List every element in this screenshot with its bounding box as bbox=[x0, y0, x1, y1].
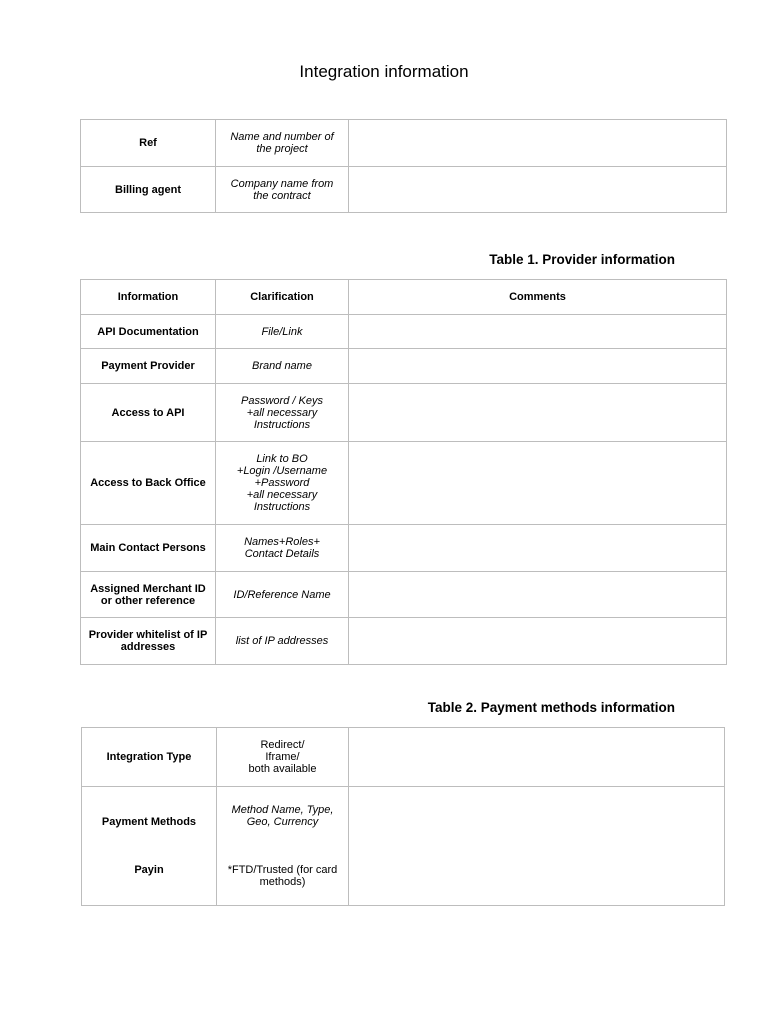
row-label: Access to Back Office bbox=[81, 442, 216, 525]
header-information: Information bbox=[81, 280, 216, 315]
integration-type-label: Integration Type bbox=[82, 728, 217, 787]
spacer bbox=[88, 840, 210, 852]
table-row bbox=[81, 572, 727, 618]
row-comment-cell[interactable] bbox=[349, 349, 727, 384]
billing-agent-label: Billing agent bbox=[81, 167, 216, 213]
payin-label: Payin bbox=[134, 864, 164, 876]
row-comment-cell[interactable] bbox=[349, 384, 727, 442]
row-clarification: Brand name bbox=[216, 349, 349, 384]
payment-methods-label-cell bbox=[82, 787, 217, 906]
row-clarification: File/Link bbox=[216, 315, 349, 349]
table1-caption: Table 1. Provider information bbox=[489, 252, 675, 267]
table-row bbox=[81, 349, 727, 384]
row-label: Access to API bbox=[81, 384, 216, 442]
billing-agent-comment-cell[interactable] bbox=[349, 167, 727, 213]
ref-comment-cell[interactable] bbox=[349, 120, 727, 167]
intro-table bbox=[80, 119, 727, 213]
payment-methods-note: *FTD/Trusted (for card methods) bbox=[227, 864, 338, 888]
ref-clarification: Name and number of the project bbox=[216, 120, 349, 167]
table-header-row bbox=[81, 280, 727, 315]
row-label: Assigned Merchant ID or other reference bbox=[81, 572, 216, 618]
row-clarification: Password / Keys +all necessary Instructions bbox=[216, 384, 349, 442]
integration-type-comment-cell[interactable] bbox=[349, 728, 725, 787]
ref-label: Ref bbox=[81, 120, 216, 167]
row-clarification: list of IP addresses bbox=[216, 618, 349, 665]
payment-methods-comment-cell[interactable] bbox=[349, 787, 725, 906]
row-clarification: Link to BO +Login /Username +Password +all necessary Instructions bbox=[216, 442, 349, 525]
table-row bbox=[81, 167, 727, 213]
table2-caption: Table 2. Payment methods information bbox=[427, 700, 675, 715]
row-label: Main Contact Persons bbox=[81, 525, 216, 572]
payment-methods-clarification-cell bbox=[217, 787, 349, 906]
spacer bbox=[223, 840, 342, 852]
header-comments: Comments bbox=[349, 280, 727, 315]
row-comment-cell[interactable] bbox=[349, 442, 727, 525]
table-row bbox=[81, 525, 727, 572]
table-row bbox=[81, 315, 727, 349]
row-comment-cell[interactable] bbox=[349, 618, 727, 665]
payment-methods-clarification: Method Name, Type, Geo, Currency bbox=[231, 804, 334, 828]
payment-methods-table bbox=[81, 727, 725, 906]
table-row bbox=[81, 442, 727, 525]
row-comment-cell[interactable] bbox=[349, 572, 727, 618]
integration-type-clarification: Redirect/ Iframe/ both available bbox=[217, 728, 349, 787]
table-row bbox=[82, 787, 725, 906]
table-row bbox=[81, 618, 727, 665]
table-row bbox=[82, 728, 725, 787]
row-clarification: Names+Roles+ Contact Details bbox=[216, 525, 349, 572]
row-comment-cell[interactable] bbox=[349, 315, 727, 349]
page-title: Integration information bbox=[299, 62, 469, 81]
table-row bbox=[81, 384, 727, 442]
billing-agent-clarification: Company name from the contract bbox=[216, 167, 349, 213]
row-label: Payment Provider bbox=[81, 349, 216, 384]
row-comment-cell[interactable] bbox=[349, 525, 727, 572]
row-clarification: ID/Reference Name bbox=[216, 572, 349, 618]
payment-methods-label: Payment Methods bbox=[101, 816, 197, 828]
row-label: API Documentation bbox=[81, 315, 216, 349]
header-clarification: Clarification bbox=[216, 280, 349, 315]
provider-info-table bbox=[80, 279, 727, 665]
row-label: Provider whitelist of IP addresses bbox=[81, 618, 216, 665]
table-row bbox=[81, 120, 727, 167]
